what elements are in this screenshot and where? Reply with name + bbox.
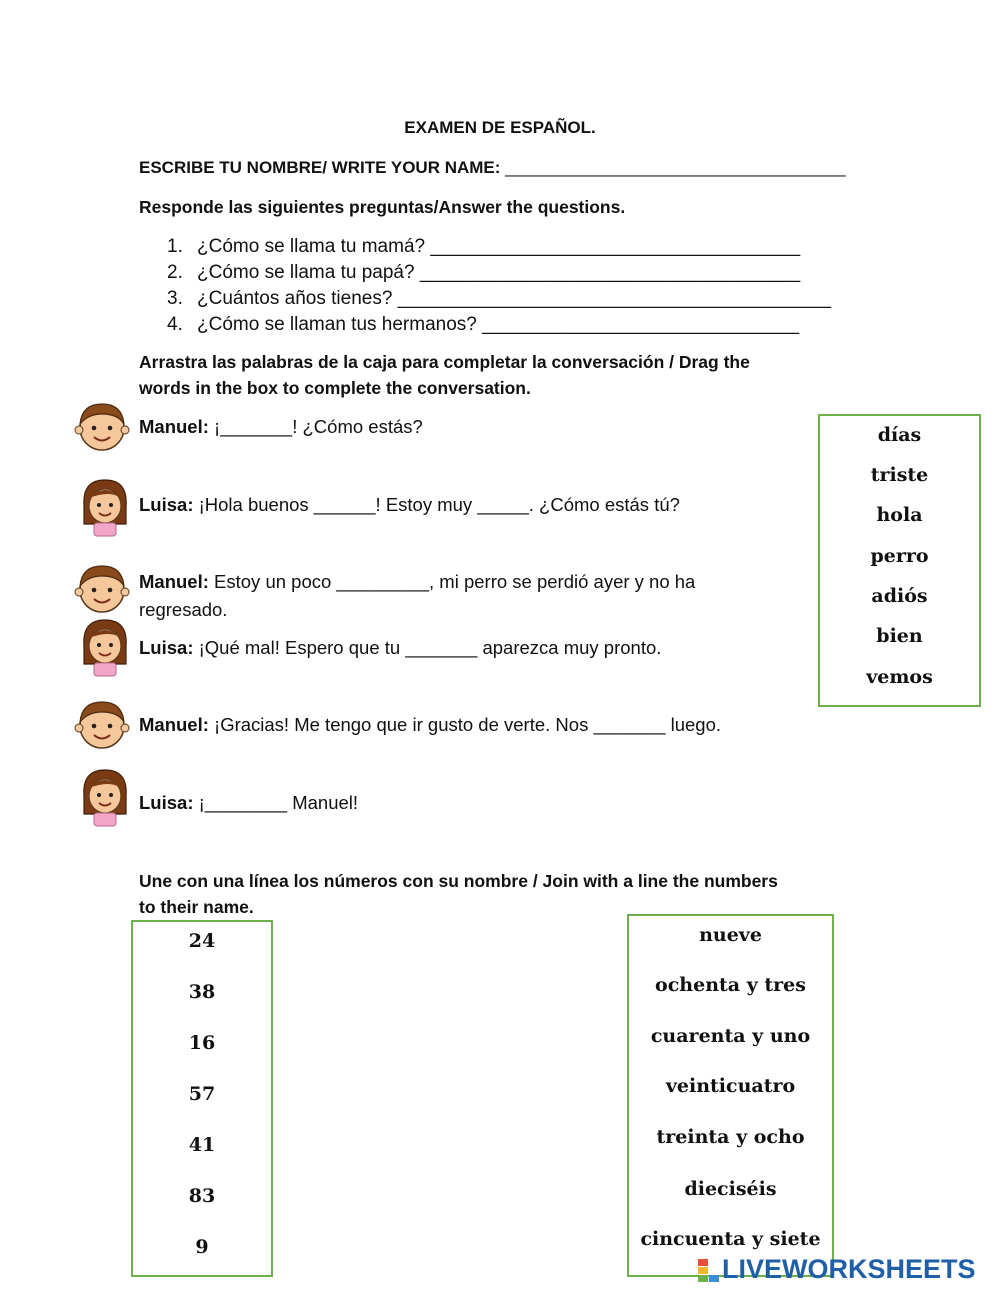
name-label: ESCRIBE TU NOMBRE/ WRITE YOUR NAME: bbox=[139, 158, 501, 177]
number-name-item[interactable]: treinta y ocho bbox=[656, 1126, 805, 1148]
word-bank-item[interactable]: bien bbox=[876, 625, 923, 647]
number-item[interactable]: 9 bbox=[195, 1236, 209, 1258]
question-text[interactable]: ¿Cómo se llama tu mamá? ___________________________________ bbox=[197, 236, 801, 257]
dialogue-text[interactable]: Estoy un poco _________, mi perro se perdió ayer y no ha bbox=[214, 571, 696, 592]
question-text[interactable]: ¿Cómo se llama tu papá? ____________________________________ bbox=[197, 262, 801, 283]
question-number: 2. bbox=[167, 262, 183, 283]
name-blank[interactable]: ____________________________________ bbox=[505, 158, 846, 177]
question-4[interactable] bbox=[167, 314, 799, 336]
dialogue-text[interactable]: ¡Gracias! Me tengo que ir gusto de verte. Nos _______ luego. bbox=[214, 714, 722, 735]
girl-avatar-icon bbox=[80, 616, 130, 678]
number-name-item[interactable]: nueve bbox=[699, 924, 762, 946]
question-number: 1. bbox=[167, 236, 183, 257]
speaker-name: Luisa: bbox=[139, 792, 194, 813]
number-name-item[interactable]: ochenta y tres bbox=[655, 974, 806, 996]
speaker-name: Manuel: bbox=[139, 714, 209, 735]
question-text[interactable]: ¿Cómo se llaman tus hermanos? ______________________________ bbox=[197, 314, 800, 335]
number-item[interactable]: 38 bbox=[188, 981, 216, 1003]
speaker-name: Luisa: bbox=[139, 637, 194, 658]
number-names-box bbox=[627, 914, 834, 1277]
girl-avatar-icon bbox=[80, 766, 130, 828]
number-name-item[interactable]: cuarenta y uno bbox=[650, 1025, 811, 1047]
dialogue-text[interactable]: ¡________ Manuel! bbox=[198, 792, 359, 813]
word-bank-box bbox=[818, 414, 981, 707]
liveworksheets-logo-icon bbox=[698, 1259, 720, 1283]
question-number: 3. bbox=[167, 288, 183, 309]
section3-instruction-line1: Une con una línea los números con su nombre / Join with a line the numbers bbox=[139, 871, 778, 891]
speaker-name: Manuel: bbox=[139, 416, 209, 437]
number-item[interactable]: 57 bbox=[188, 1083, 216, 1105]
number-item[interactable]: 24 bbox=[188, 930, 216, 952]
boy-avatar-icon bbox=[74, 560, 130, 616]
question-1[interactable] bbox=[167, 236, 800, 258]
dialogue-text-continued: regresado. bbox=[139, 599, 228, 620]
girl-avatar-icon bbox=[80, 476, 130, 538]
section1-instruction: Responde las siguientes preguntas/Answer the questions. bbox=[139, 197, 626, 217]
question-number: 4. bbox=[167, 314, 183, 335]
dialogue-line-5 bbox=[139, 714, 721, 736]
number-item[interactable]: 41 bbox=[188, 1134, 216, 1156]
dialogue-line-4 bbox=[139, 637, 661, 659]
number-item[interactable]: 16 bbox=[188, 1032, 216, 1054]
word-bank-item[interactable]: triste bbox=[870, 464, 929, 486]
question-2[interactable] bbox=[167, 262, 800, 284]
page-title: EXAMEN DE ESPAÑOL. bbox=[404, 118, 596, 137]
liveworksheets-logo-text: LIVEWORKSHEETS bbox=[722, 1254, 976, 1284]
word-bank-item[interactable]: hola bbox=[876, 504, 923, 526]
number-item[interactable]: 83 bbox=[188, 1185, 216, 1207]
boy-avatar-icon bbox=[74, 696, 130, 752]
number-name-item[interactable]: veinticuatro bbox=[665, 1075, 796, 1097]
dialogue-text[interactable]: ¡Hola buenos ______! Estoy muy _____. ¿Cómo estás tú? bbox=[198, 494, 680, 515]
section2-instruction-line2: words in the box to complete the conversation. bbox=[139, 378, 531, 398]
question-3[interactable] bbox=[167, 288, 831, 310]
word-bank-item[interactable]: perro bbox=[870, 545, 929, 567]
section3-instruction-line2: to their name. bbox=[139, 897, 254, 917]
word-bank-item[interactable]: adiós bbox=[871, 585, 928, 607]
dialogue-line-2 bbox=[139, 494, 680, 516]
section2-instruction-line1: Arrastra las palabras de la caja para completar la conversación / Drag the bbox=[139, 352, 750, 372]
number-name-item[interactable]: dieciséis bbox=[684, 1178, 777, 1200]
speaker-name: Luisa: bbox=[139, 494, 194, 515]
word-bank-item[interactable]: días bbox=[877, 424, 922, 446]
dialogue-line-1 bbox=[139, 416, 423, 438]
boy-avatar-icon bbox=[74, 398, 130, 454]
word-bank-item[interactable]: vemos bbox=[866, 666, 933, 688]
name-prompt bbox=[139, 158, 846, 178]
number-name-item[interactable]: cincuenta y siete bbox=[640, 1228, 821, 1250]
dialogue-line-3 bbox=[139, 571, 695, 627]
question-text[interactable]: ¿Cuántos años tienes? _________________________________________ bbox=[197, 288, 831, 309]
dialogue-text[interactable]: ¡_______! ¿Cómo estás? bbox=[214, 416, 423, 437]
speaker-name: Manuel: bbox=[139, 571, 209, 592]
dialogue-line-6 bbox=[139, 792, 358, 814]
numbers-box bbox=[131, 920, 273, 1277]
dialogue-text[interactable]: ¡Qué mal! Espero que tu _______ aparezca muy pronto. bbox=[198, 637, 662, 658]
